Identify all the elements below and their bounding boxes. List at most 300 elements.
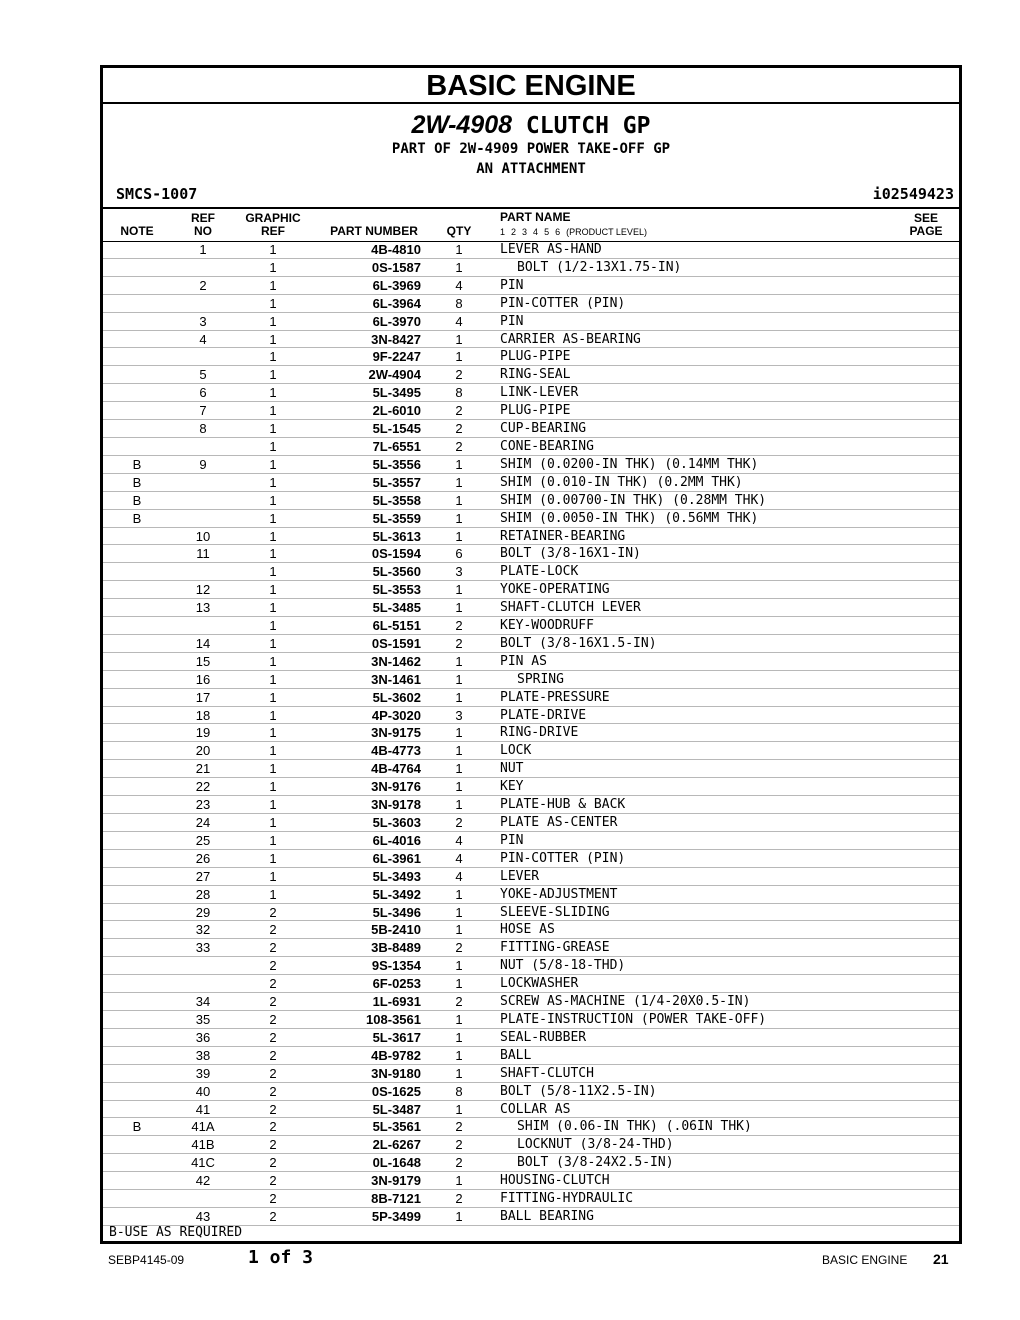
row-part-number: 4B-4773 — [371, 743, 421, 759]
row-qty: 1 — [455, 510, 463, 526]
row-part-name: YOKE-ADJUSTMENT — [500, 886, 618, 902]
table-row — [103, 331, 959, 349]
row-part-number: 5B-2410 — [371, 922, 421, 938]
table-row — [103, 1011, 959, 1029]
table-row — [103, 1029, 959, 1047]
table-row — [103, 1172, 959, 1190]
table-row — [103, 474, 959, 492]
row-part-number: 5L-3560 — [372, 564, 421, 580]
table-row — [103, 1118, 959, 1136]
row-part-number: 0S-1591 — [371, 635, 421, 651]
row-graphic-ref: 1 — [269, 618, 277, 634]
row-part-number: 9S-1354 — [371, 958, 421, 974]
table-row — [103, 921, 959, 939]
row-part-number: 5P-3499 — [371, 1208, 421, 1224]
product-level: 1 — [500, 227, 506, 237]
row-qty: 4 — [455, 277, 463, 293]
row-ref-no: 11 — [196, 546, 210, 562]
parts-list-frame — [100, 65, 962, 1244]
row-part-number: 108-3561 — [366, 1011, 421, 1027]
row-qty: 1 — [455, 456, 463, 472]
row-part-number: 5L-3553 — [372, 582, 421, 598]
row-ref-no: 19 — [195, 725, 211, 741]
row-graphic-ref: 1 — [269, 815, 277, 830]
row-part-name: BALL — [500, 1047, 532, 1063]
row-ref-no: 29 — [195, 904, 211, 920]
row-qty: 1 — [455, 582, 463, 598]
row-part-name: BOLT (3/8-24X2.5-IN) — [517, 1155, 674, 1171]
row-ref-no: 10 — [195, 528, 211, 544]
table-row — [103, 1190, 959, 1208]
row-part-name: RING-DRIVE — [500, 725, 579, 741]
row-part-number: 0S-1625 — [371, 1083, 421, 1099]
row-part-name: SHIM (0.0200-IN THK) (0.14MM THK) — [500, 456, 759, 472]
group-name: CLUTCH GP — [525, 113, 651, 139]
row-graphic-ref: 1 — [269, 313, 277, 329]
col-note-header: NOTE — [120, 224, 154, 238]
row-part-name: HOSE AS — [500, 922, 555, 938]
row-part-number: 9F-2247 — [372, 349, 421, 365]
row-part-number: 0S-1594 — [371, 546, 421, 562]
row-part-number: 3N-9178 — [371, 797, 421, 813]
row-part-number: 4B-4764 — [371, 761, 421, 777]
row-graphic-ref: 2 — [269, 940, 277, 956]
row-graphic-ref: 1 — [269, 403, 277, 419]
row-part-number: 5L-3559 — [372, 510, 421, 526]
row-graphic-ref: 1 — [269, 832, 277, 848]
row-ref-no: 41C — [191, 1155, 215, 1171]
table-row — [103, 707, 959, 725]
table-row — [103, 241, 959, 259]
row-part-number: 5L-3613 — [372, 528, 421, 544]
table-row — [103, 563, 959, 581]
row-part-number: 3N-1462 — [371, 653, 421, 669]
row-part-number: 5L-3487 — [372, 1101, 421, 1117]
row-ref-no: 26 — [195, 850, 211, 866]
row-qty: 1 — [455, 259, 463, 275]
row-ref-no: 24 — [195, 815, 211, 830]
row-ref-no: 36 — [195, 1029, 211, 1045]
row-ref-no: 43 — [195, 1208, 211, 1224]
row-qty: 3 — [455, 707, 463, 723]
row-part-number: 4B-9782 — [371, 1047, 421, 1063]
row-graphic-ref: 1 — [269, 277, 277, 293]
row-graphic-ref: 2 — [269, 1011, 277, 1027]
row-graphic-ref: 2 — [269, 1191, 277, 1207]
row-graphic-ref: 1 — [269, 582, 277, 598]
row-qty: 1 — [455, 1208, 463, 1224]
row-part-name: BOLT (5/8-11X2.5-IN) — [500, 1083, 657, 1099]
row-qty: 2 — [455, 1155, 463, 1171]
row-qty: 1 — [455, 1101, 463, 1117]
row-graphic-ref: 1 — [269, 868, 277, 884]
illustration-id: i02549423 — [872, 185, 954, 203]
table-row — [103, 599, 959, 617]
row-part-number: 5L-1545 — [372, 421, 421, 437]
row-qty: 1 — [455, 886, 463, 902]
table-row — [103, 545, 959, 563]
row-part-number: 5L-3495 — [372, 385, 421, 401]
row-part-name: LOCKWASHER — [500, 976, 579, 992]
row-part-number: 3N-1461 — [371, 671, 421, 687]
table-row — [103, 295, 959, 313]
row-part-name: PIN — [500, 277, 524, 293]
row-part-name: SHAFT-CLUTCH LEVER — [500, 600, 641, 616]
table-row — [103, 1136, 959, 1154]
row-qty: 4 — [455, 313, 463, 329]
row-graphic-ref: 1 — [269, 421, 277, 437]
table-row — [103, 510, 959, 528]
row-part-name: CONE-BEARING — [500, 438, 594, 454]
row-part-name: LINK-LEVER — [500, 385, 579, 401]
table-row — [103, 993, 959, 1011]
product-level: 3 — [522, 227, 528, 237]
part-of-line: PART OF 2W-4909 POWER TAKE-OFF GP — [391, 141, 671, 157]
row-part-number: 4B-4810 — [371, 242, 421, 257]
row-part-name: PIN AS — [500, 653, 547, 669]
row-part-number: 5L-3485 — [372, 600, 421, 616]
table-row — [103, 814, 959, 832]
row-qty: 4 — [455, 868, 463, 884]
group-number: 2W-4908 — [411, 111, 513, 139]
row-part-number: 3N-9175 — [371, 725, 421, 741]
table-row — [103, 742, 959, 760]
row-qty: 1 — [455, 1029, 463, 1045]
row-part-name: PLATE-LOCK — [500, 564, 579, 580]
row-graphic-ref: 1 — [269, 331, 277, 347]
row-part-name: NUT (5/8-18-THD) — [500, 958, 626, 974]
table-row — [103, 1047, 959, 1065]
row-part-number: 6L-4016 — [372, 832, 421, 848]
row-qty: 1 — [455, 600, 463, 616]
row-qty: 3 — [455, 564, 463, 580]
row-qty: 1 — [455, 331, 463, 347]
row-qty: 2 — [455, 1137, 463, 1153]
row-graphic-ref: 1 — [269, 671, 277, 687]
parts-table — [103, 241, 959, 1226]
row-qty: 2 — [455, 1191, 463, 1207]
row-part-name: SCREW AS-MACHINE (1/4-20X0.5-IN) — [500, 994, 751, 1010]
table-row — [103, 850, 959, 868]
row-qty: 2 — [455, 618, 463, 634]
row-graphic-ref: 1 — [269, 456, 277, 472]
row-graphic-ref: 1 — [269, 349, 277, 365]
row-part-number: 5L-3496 — [372, 904, 421, 920]
row-qty: 2 — [455, 403, 463, 419]
row-part-name: PLATE-DRIVE — [500, 707, 587, 723]
row-part-name: SEAL-RUBBER — [500, 1029, 587, 1045]
row-qty: 1 — [455, 922, 463, 938]
row-graphic-ref: 1 — [269, 761, 277, 777]
row-qty: 1 — [455, 242, 463, 257]
row-qty: 1 — [455, 761, 463, 777]
row-qty: 1 — [455, 528, 463, 544]
row-graphic-ref: 2 — [269, 1137, 277, 1153]
row-ref-no: 21 — [195, 761, 211, 777]
product-level: 4 — [533, 227, 539, 237]
row-graphic-ref: 2 — [269, 1101, 277, 1117]
row-ref-no: 16 — [195, 671, 211, 687]
row-part-number: 8B-7121 — [371, 1191, 421, 1207]
row-ref-no: 2 — [199, 277, 207, 293]
row-qty: 2 — [455, 367, 463, 383]
table-row — [103, 1083, 959, 1101]
table-row — [103, 384, 959, 402]
row-graphic-ref: 1 — [269, 886, 277, 902]
row-part-name: CUP-BEARING — [500, 421, 587, 437]
row-graphic-ref: 1 — [269, 438, 277, 454]
row-qty: 1 — [455, 904, 463, 920]
row-part-name: PLATE AS-CENTER — [500, 815, 618, 830]
table-row — [103, 975, 959, 993]
row-part-number: 5L-3617 — [372, 1029, 421, 1045]
row-note: B — [132, 510, 142, 526]
row-part-name: FITTING-GREASE — [500, 940, 610, 956]
product-level: 2 — [511, 227, 517, 237]
row-graphic-ref: 2 — [269, 976, 277, 992]
table-row — [103, 939, 959, 957]
table-row — [103, 492, 959, 510]
row-qty: 1 — [455, 689, 463, 705]
attachment-line: AN ATTACHMENT — [476, 161, 586, 177]
row-ref-no: 7 — [199, 403, 207, 419]
table-row — [103, 259, 959, 277]
row-ref-no: 42 — [195, 1173, 211, 1189]
col-part-name-header: PART NAME — [500, 210, 571, 224]
row-part-name: SHIM (0.010-IN THK) (0.2MM THK) — [500, 474, 743, 490]
row-part-name: SHAFT-CLUTCH — [500, 1065, 594, 1081]
row-part-name: LOCK — [500, 743, 532, 759]
table-row — [103, 528, 959, 546]
row-qty: 8 — [455, 385, 463, 401]
table-row — [103, 617, 959, 635]
footnote: B-USE AS REQUIRED — [109, 1225, 243, 1240]
row-graphic-ref: 1 — [269, 385, 277, 401]
row-part-name: SHIM (0.00700-IN THK) (0.28MM THK) — [500, 492, 767, 508]
table-row — [103, 868, 959, 886]
publication-number: SEBP4145-09 — [108, 1253, 185, 1267]
row-part-name: LEVER AS-HAND — [500, 242, 602, 257]
row-part-number: 5L-3492 — [372, 886, 421, 902]
table-row — [103, 653, 959, 671]
row-graphic-ref: 1 — [269, 653, 277, 669]
row-part-name: RING-SEAL — [500, 367, 571, 383]
row-qty: 1 — [455, 797, 463, 813]
row-part-number: 5L-3561 — [372, 1119, 421, 1135]
row-qty: 2 — [455, 1119, 463, 1135]
row-graphic-ref: 1 — [269, 850, 277, 866]
table-row — [103, 402, 959, 420]
row-part-number: 2W-4904 — [368, 367, 421, 383]
row-ref-no: 38 — [195, 1047, 211, 1063]
row-graphic-ref: 2 — [269, 1155, 277, 1171]
row-part-number: 0L-1648 — [372, 1155, 421, 1171]
row-qty: 4 — [455, 832, 463, 848]
row-qty: 1 — [455, 671, 463, 687]
row-qty: 2 — [455, 994, 463, 1010]
row-part-number: 3N-9179 — [371, 1173, 421, 1189]
row-graphic-ref: 1 — [269, 779, 277, 795]
row-part-name: KEY-WOODRUFF — [500, 618, 594, 634]
row-graphic-ref: 2 — [269, 1208, 277, 1224]
row-graphic-ref: 2 — [269, 994, 277, 1010]
table-row — [103, 1065, 959, 1083]
row-ref-no: 28 — [195, 886, 211, 902]
group-title — [103, 112, 959, 139]
row-ref-no: 8 — [199, 421, 207, 437]
row-ref-no: 1 — [199, 242, 207, 257]
row-graphic-ref: 2 — [269, 1119, 277, 1135]
row-ref-no: 9 — [199, 456, 207, 472]
col-graphic-header-top: GRAPHIC — [245, 211, 301, 225]
row-part-name: COLLAR AS — [500, 1101, 571, 1117]
row-qty: 1 — [455, 725, 463, 741]
product-levels — [500, 227, 653, 237]
table-row — [103, 348, 959, 366]
row-part-name: SHIM (0.06-IN THK) (.06IN THK) — [517, 1119, 752, 1135]
row-part-name: KEY — [500, 779, 524, 795]
row-ref-no: 5 — [199, 367, 207, 383]
row-qty: 1 — [455, 958, 463, 974]
row-part-number: 6L-3961 — [372, 850, 421, 866]
row-graphic-ref: 1 — [269, 510, 277, 526]
row-part-number: 6L-3970 — [372, 313, 421, 329]
row-qty: 2 — [455, 815, 463, 830]
table-row — [103, 957, 959, 975]
row-ref-no: 23 — [195, 797, 211, 813]
row-graphic-ref: 1 — [269, 707, 277, 723]
row-note: B — [132, 1119, 142, 1135]
row-part-name: PIN — [500, 313, 524, 329]
table-row — [103, 366, 959, 384]
table-row — [103, 778, 959, 796]
row-part-name: RETAINER-BEARING — [500, 528, 626, 544]
table-row — [103, 635, 959, 653]
row-graphic-ref: 1 — [269, 242, 277, 257]
row-qty: 2 — [455, 940, 463, 956]
row-part-number: 5L-3557 — [372, 474, 421, 490]
row-part-number: 6L-3964 — [372, 295, 421, 311]
row-graphic-ref: 1 — [269, 492, 277, 508]
row-part-number: 2L-6010 — [372, 403, 421, 419]
col-graphic-header-bottom: REF — [261, 224, 285, 238]
row-qty: 1 — [455, 492, 463, 508]
row-part-number: 5L-3556 — [372, 456, 421, 472]
row-part-number: 3N-8427 — [371, 331, 421, 347]
table-row — [103, 689, 959, 707]
row-part-name: PIN-COTTER (PIN) — [500, 295, 626, 311]
row-ref-no: 4 — [199, 331, 207, 347]
row-part-number: 1L-6931 — [372, 994, 421, 1010]
row-ref-no: 41A — [191, 1119, 215, 1135]
row-graphic-ref: 1 — [269, 528, 277, 544]
row-ref-no: 13 — [195, 600, 211, 616]
col-ref-header-top: REF — [191, 211, 215, 225]
table-row — [103, 1208, 959, 1226]
row-qty: 1 — [455, 1065, 463, 1081]
row-part-name: PIN — [500, 832, 524, 848]
row-part-number: 5L-3493 — [372, 868, 421, 884]
row-qty: 2 — [455, 635, 463, 651]
row-part-number: 7L-6551 — [372, 438, 421, 454]
row-ref-no: 12 — [195, 582, 211, 598]
row-graphic-ref: 2 — [269, 904, 277, 920]
row-qty: 2 — [455, 438, 463, 454]
row-qty: 1 — [455, 1173, 463, 1189]
row-ref-no: 33 — [195, 940, 211, 956]
row-ref-no: 14 — [195, 635, 211, 651]
row-graphic-ref: 1 — [269, 797, 277, 813]
row-ref-no: 41 — [195, 1101, 211, 1117]
table-row — [103, 420, 959, 438]
row-part-name: YOKE-OPERATING — [500, 582, 610, 598]
row-part-name: FITTING-HYDRAULIC — [500, 1191, 634, 1207]
page-of-count: 1 of 3 — [248, 1247, 314, 1268]
row-part-number: 6F-0253 — [372, 976, 421, 992]
row-note: B — [132, 474, 142, 490]
row-graphic-ref: 2 — [269, 958, 277, 974]
row-graphic-ref: 2 — [269, 1047, 277, 1063]
table-row — [103, 671, 959, 689]
table-row — [103, 277, 959, 295]
row-ref-no: 27 — [195, 868, 211, 884]
product-level: 5 — [544, 227, 550, 237]
row-part-name: PLUG-PIPE — [500, 349, 571, 365]
row-part-number: 3B-8489 — [371, 940, 421, 956]
row-qty: 1 — [455, 349, 463, 365]
row-graphic-ref: 1 — [269, 295, 277, 311]
smcs-code: SMCS-1007 — [116, 185, 198, 203]
header-rule — [103, 207, 959, 209]
row-part-name: SLEEVE-SLIDING — [500, 904, 610, 920]
row-note: B — [132, 456, 142, 472]
col-see-page-header-bottom: PAGE — [909, 224, 943, 238]
col-part-number-header: PART NUMBER — [330, 224, 418, 238]
row-part-name: PLUG-PIPE — [500, 403, 571, 419]
row-part-number: 6L-3969 — [372, 277, 421, 293]
row-qty: 1 — [455, 1011, 463, 1027]
row-part-number: 5L-3602 — [372, 689, 421, 705]
row-qty: 1 — [455, 743, 463, 759]
row-part-name: BOLT (3/8-16X1.5-IN) — [500, 635, 657, 651]
col-see-page-header-top: SEE — [913, 211, 938, 225]
row-graphic-ref: 1 — [269, 259, 277, 275]
row-part-number: 6L-5151 — [372, 618, 421, 634]
table-row — [103, 832, 959, 850]
row-part-name: PLATE-PRESSURE — [500, 689, 610, 705]
row-qty: 8 — [455, 295, 463, 311]
row-ref-no: 3 — [199, 313, 207, 329]
row-graphic-ref: 1 — [269, 725, 277, 741]
table-row — [103, 724, 959, 742]
row-ref-no: 6 — [199, 385, 207, 401]
row-part-number: 4P-3020 — [371, 707, 421, 723]
row-graphic-ref: 2 — [269, 922, 277, 938]
row-qty: 4 — [455, 850, 463, 866]
table-row — [103, 904, 959, 922]
table-row — [103, 438, 959, 456]
row-qty: 1 — [455, 779, 463, 795]
product-level: 6 — [555, 227, 561, 237]
row-ref-no: 20 — [195, 743, 211, 759]
row-part-name: BOLT (3/8-16X1-IN) — [500, 546, 641, 562]
product-level-label: (PRODUCT LEVEL) — [566, 227, 647, 237]
row-part-name: HOUSING-CLUTCH — [500, 1173, 610, 1189]
row-ref-no: 15 — [195, 653, 211, 669]
row-part-name: PLATE-INSTRUCTION (POWER TAKE-OFF) — [500, 1011, 767, 1027]
row-part-name: BOLT (1/2-13X1.75-IN) — [517, 259, 682, 275]
row-ref-no: 18 — [195, 707, 211, 723]
